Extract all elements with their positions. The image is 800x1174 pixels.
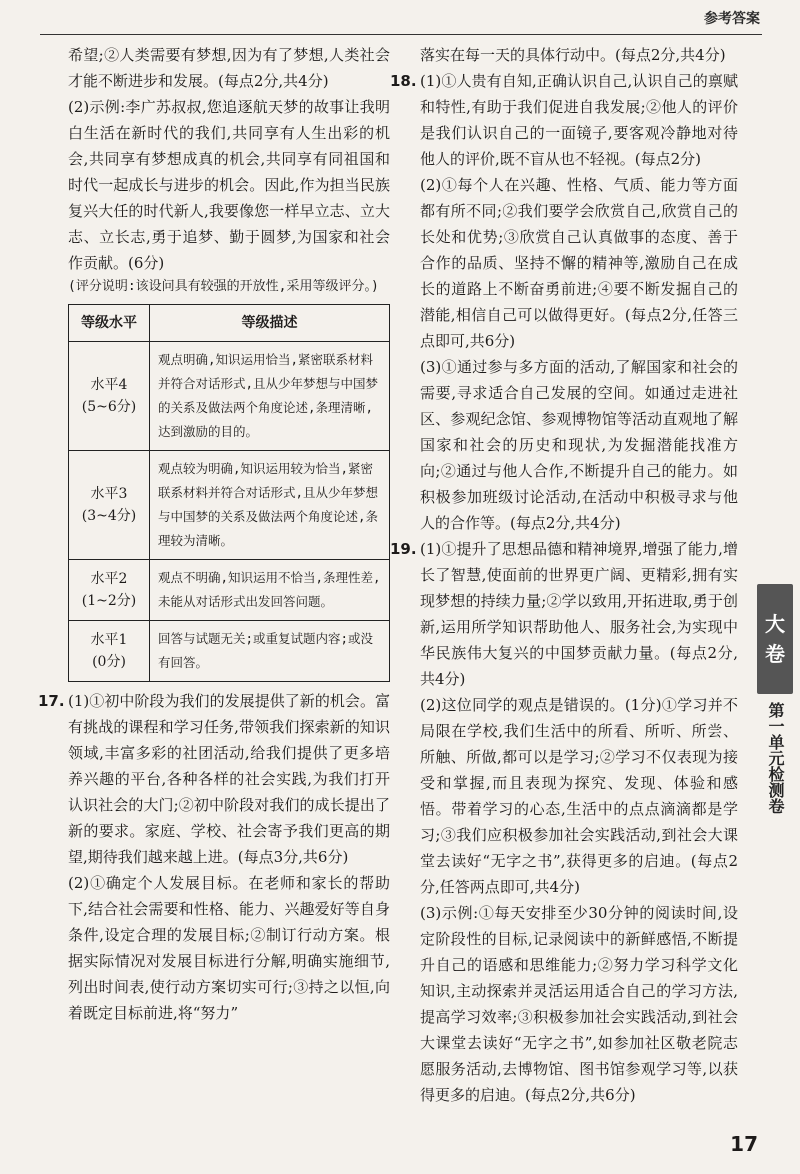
- header-rule: [40, 34, 762, 35]
- left-column: [38, 42, 390, 1026]
- level-description: 观点较为明确,知识运用较为恰当,紧密联系材料并符合对话形式,且从少年梦想与中国梦的关系及做法两个角度论述,条理较为清晰。: [150, 451, 390, 560]
- level-range: (5~6分): [81, 399, 137, 415]
- question-17: [38, 688, 390, 1026]
- level-cell: [69, 451, 150, 560]
- question-number: 17.: [38, 692, 65, 710]
- level-range: (3~4分): [81, 508, 137, 524]
- question-19: [390, 536, 738, 1108]
- q18-part3: (3)①通过参与多方面的活动,了解国家和社会的需要,寻求适合自己发展的空间。如通过走进社区、参观纪念馆、参观博物馆等活动直观地了解国家和社会的历史和现状,为发掘潜能找准方向;②通过与他人合作,不断提升自己的能力。如积极参加班级讨论活动,在活动中积极寻求与他人的合作等。(每点2分,共4分): [420, 358, 738, 532]
- question-number: 18.: [390, 72, 417, 90]
- q18-part1: (1)①人贵有自知,正确认识自己,认识自己的禀赋和特性,有助于我们促进自我发展;②他人的评价是我们认识自己的一面镜子,要客观冷静地对待他人的评价,既不盲从也不轻视。(每点2分): [420, 72, 738, 168]
- level-description: 观点明确,知识运用恰当,紧密联系材料并符合对话形式,且从少年梦想与中国梦的关系及做法两个角度论述,条理清晰,达到激励的目的。: [150, 342, 390, 451]
- q16-part2: (2)示例:李广苏叔叔,您追逐航天梦的故事让我明白生活在新时代的我们,共同享有人生出彩的机会,共同享有梦想成真的机会,共同享有同祖国和时代一起成长与进步的机会。因此,作为担当民族复兴大任的时代新人,我要像您一样早立志、立大志、立长志,勇于追梦、勤于圆梦,为国家和社会作贡献。(6分): [68, 98, 390, 272]
- level-description: 观点不明确,知识运用不恰当,条理性差,未能从对话形式出发回答问题。: [150, 560, 390, 621]
- tab-char: 卷: [765, 642, 785, 666]
- grading-table: [68, 304, 390, 682]
- tab-char: 大: [765, 612, 785, 636]
- right-column: [390, 42, 738, 1108]
- q19-part3: (3)示例:①每天安排至少30分钟的阅读时间,设定阶段性的目标,记录阅读中的新鲜感悟,不断提升自己的语感和思维能力;②努力学习科学文化知识,主动探索并灵活运用适合自己的学习方法,提高学习效率;③积极参加社会实践活动,到社会大课堂去读好“无字之书”,如参加社区敬老院志愿服务活动,去博物馆、图书馆参观学习等,以获得更多的启迪。(每点2分,共6分): [420, 904, 738, 1104]
- q19-part2: (2)这位同学的观点是错误的。(1分)①学习并不局限在学校,我们生活中的所看、所听、所尝、所触、所做,都可以是学习;②学习不仅表现为接受和掌握,而且表现为探究、发现、体验和感悟。带着学习的心态,生活中的点点滴滴都是学习;③我们应积极参加社会实践活动,到社会大课堂去读好“无字之书”,获得更多的启迪。(每点2分,任答两点即可,共4分): [420, 696, 738, 896]
- q17-part1: (1)①初中阶段为我们的发展提供了新的机会。富有挑战的课程和学习任务,带领我们探索新的知识领域,丰富多彩的社团活动,给我们提供了更多培养兴趣的平台,各种各样的社会实践,为我们打开认识社会的大门;②初中阶段对我们的成长提出了新的要求。家庭、学校、社会寄予我们更高的期望,期待我们越来越上进。(每点3分,共6分): [68, 692, 390, 866]
- q18-part2: (2)①每个人在兴趣、性格、气质、能力等方面都有所不同;②我们要学会欣赏自己,欣赏自己的长处和优势;③欣赏自己认真做事的态度、善于合作的品质、坚持不懈的精神等,激励自己在成长的道路上不断奋勇前进;④要不断发掘自己的潜能,相信自己可以做得更好。(每点2分,任答三点即可,共6分): [420, 176, 738, 350]
- question-18: [390, 68, 738, 536]
- table-row: [69, 560, 390, 621]
- unit-label: [760, 702, 790, 814]
- level-cell: [69, 560, 150, 621]
- column-header-description: 等级描述: [150, 305, 390, 342]
- grading-table-header: [69, 305, 390, 342]
- question-number: 19.: [390, 540, 417, 558]
- level-range: (0分): [92, 654, 126, 670]
- q17-part2: (2)①确定个人发展目标。在老师和家长的帮助下,结合社会需要和性格、能力、兴趣爱好等自身条件,设定合理的发展目标;②制订行动方案。根据实际情况对发展目标进行分解,明确实施细节,列出时间表,使行动方案切实可行;③持之以恒,向着既定目标前进,将“努力”: [68, 874, 390, 1022]
- q16-continued: 希望;②人类需要有梦想,因为有了梦想,人类社会才能不断进步和发展。(每点2分,共4分): [68, 46, 390, 90]
- level-name: 水平4: [90, 377, 128, 393]
- level-name: 水平3: [90, 486, 128, 502]
- table-row: [69, 342, 390, 451]
- q17-continued: 落实在每一天的具体行动中。(每点2分,共4分): [420, 46, 726, 64]
- table-row: [69, 451, 390, 560]
- level-description: 回答与试题无关;或重复试题内容;或没有回答。: [150, 621, 390, 682]
- level-cell: [69, 621, 150, 682]
- header-label: 参考答案: [704, 11, 760, 27]
- level-name: 水平2: [90, 571, 128, 587]
- q19-part1: (1)①提升了思想品德和精神境界,增强了能力,增长了智慧,使面前的世界更广阔、更精彩,拥有实现梦想的持续力量;②学以致用,开拓进取,勇于创新,运用所学知识帮助他人、服务社会,为实现中华民族伟大复兴的中国梦贡献力量。(每点2分,共4分): [420, 540, 738, 688]
- table-row: [69, 621, 390, 682]
- level-range: (1~2分): [81, 593, 137, 609]
- unit-label-text: 第一单元检测卷: [766, 702, 785, 814]
- scoring-note: (评分说明:该设问具有较强的开放性,采用等级评分。): [68, 279, 379, 294]
- level-name: 水平1: [90, 632, 128, 648]
- column-header-level: 等级水平: [69, 305, 150, 342]
- section-tab: [757, 584, 793, 694]
- page-number: 17: [730, 1132, 758, 1156]
- level-cell: [69, 342, 150, 451]
